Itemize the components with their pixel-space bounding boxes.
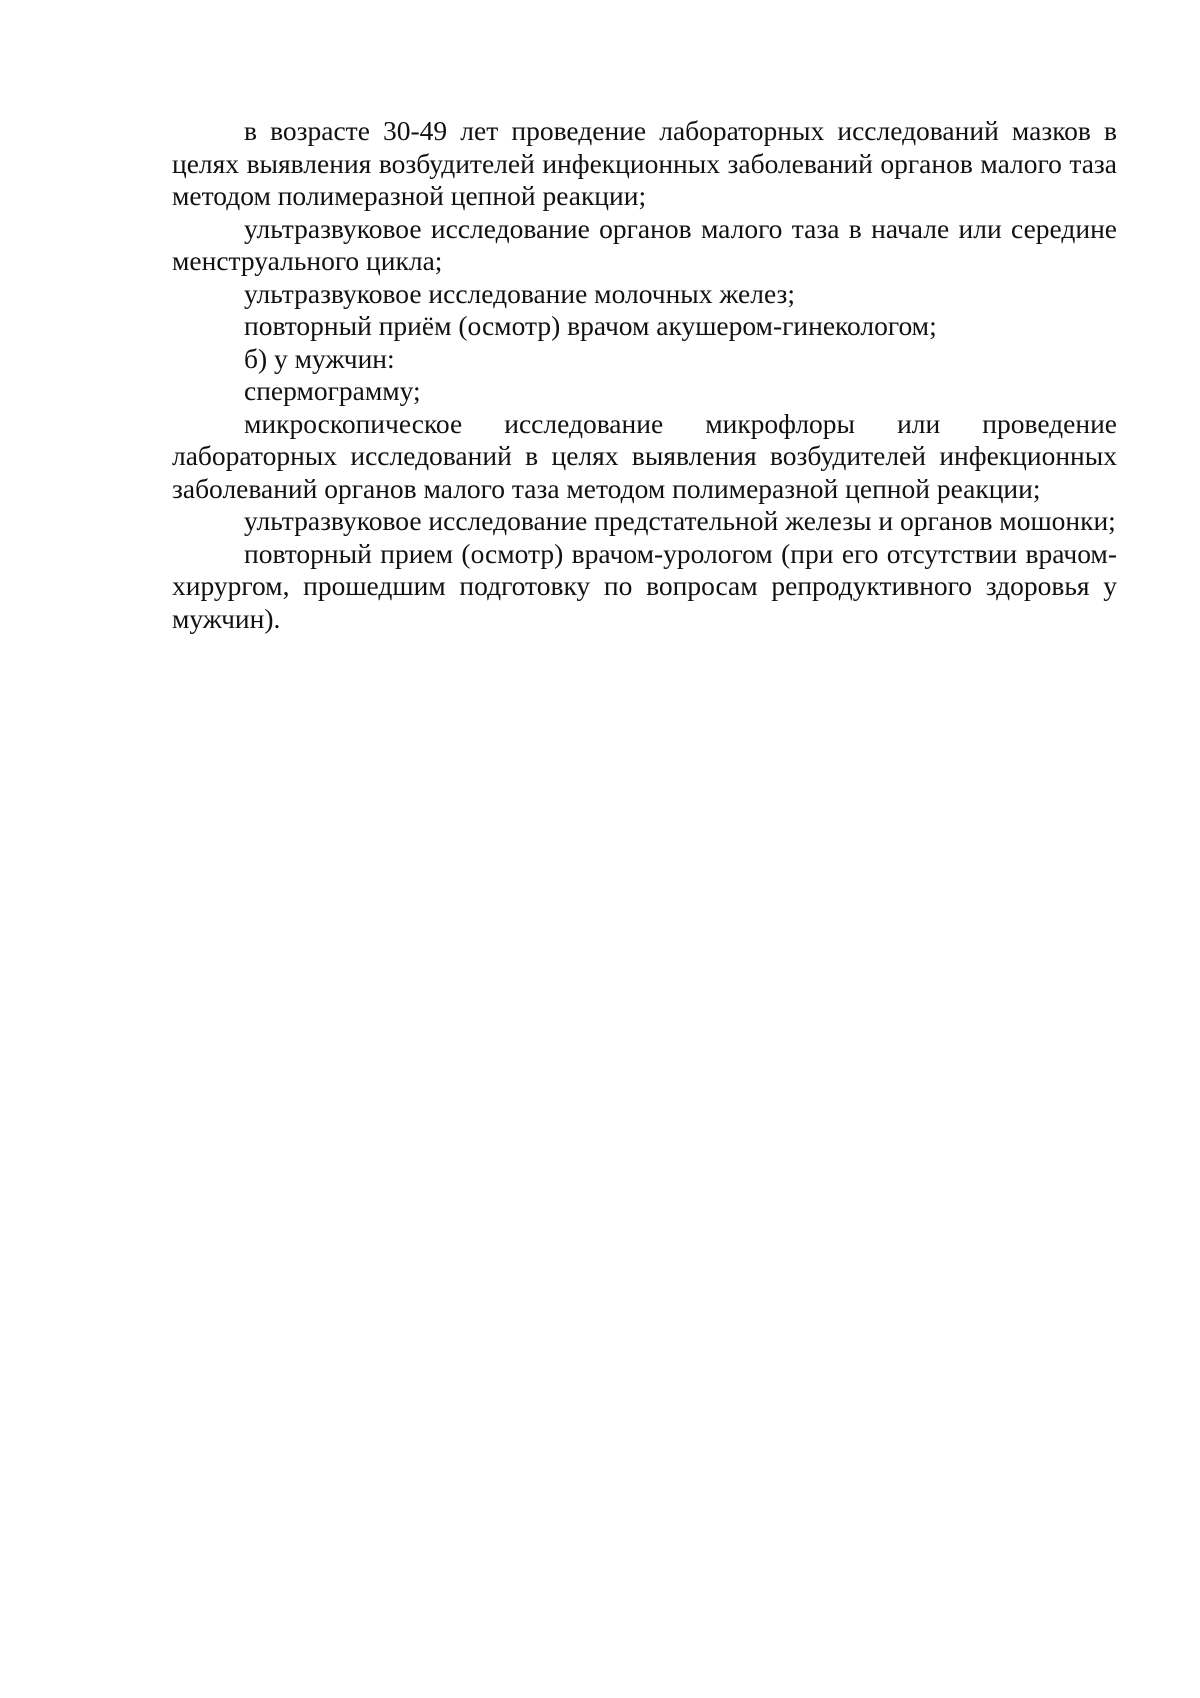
paragraph-microflora-tests: микроскопическое исследование микрофлоры или проведение лабораторных исследований в целях выявления возбудителей инфекционных заболеваний органов малого таза методом полимеразной цепной реакции; bbox=[172, 407, 1117, 504]
paragraph-spermogram: спермограмму; bbox=[244, 375, 421, 406]
paragraph-urologist-visit: повторный прием (осмотр) врачом-урологом (при его отсутствии врачом-хирургом, прошедшим подготовку по вопросам репродуктивного здоровья у мужчин). bbox=[172, 537, 1117, 634]
paragraph-women-smear-tests: в возрасте 30-49 лет проведение лабораторных исследований мазков в целях выявления возбудителей инфекционных заболеваний органов малого таза методом полимеразной цепной реакции; bbox=[172, 115, 1117, 211]
paragraph-gynecologist-visit: повторный приём (осмотр) врачом акушером-гинекологом; bbox=[244, 310, 937, 341]
paragraph-men-heading: б) у мужчин: bbox=[244, 342, 395, 374]
document-body bbox=[172, 115, 1117, 635]
paragraph-pelvic-ultrasound: ультразвуковое исследование органов малого таза в начале или середине менструального цикла; bbox=[172, 212, 1117, 276]
paragraph-prostate-ultrasound: ультразвуковое исследование предстательной железы и органов мошонки; bbox=[244, 505, 1116, 536]
paragraph-breast-ultrasound: ультразвуковое исследование молочных желез; bbox=[244, 277, 795, 309]
